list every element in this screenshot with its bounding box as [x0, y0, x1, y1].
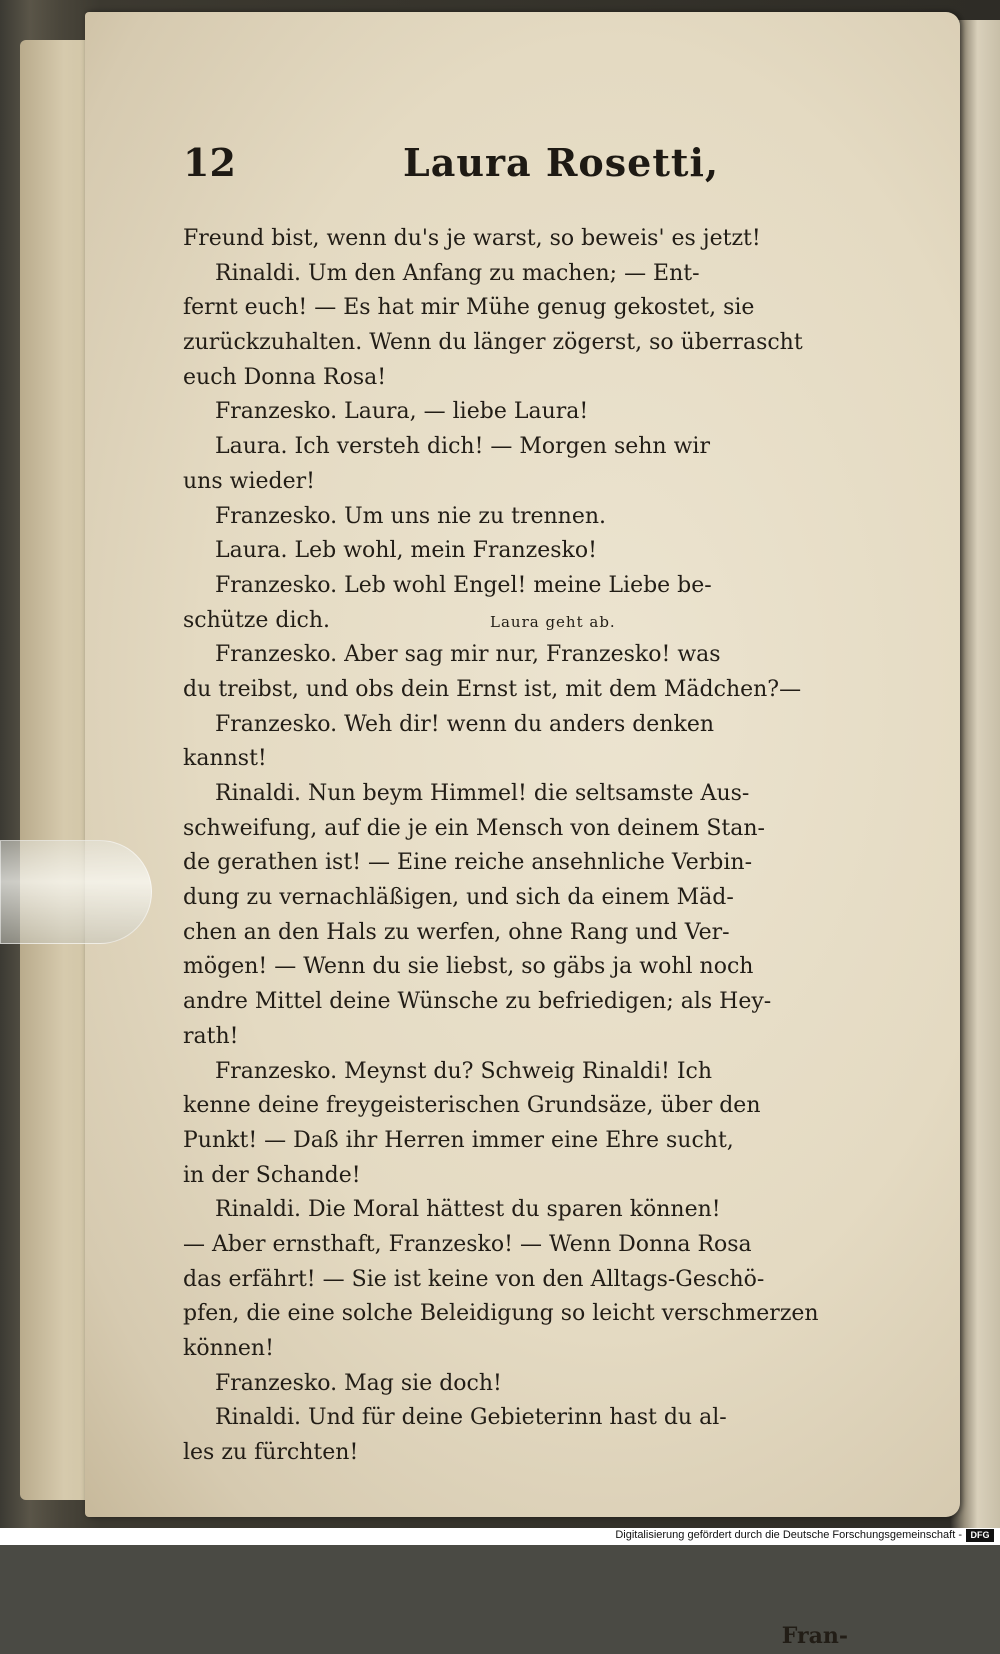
text-line: schweifung, auf die je ein Mensch von deinem Stan- — [183, 815, 765, 841]
text-line: dung zu vernachläßigen, und sich da einem Mäd- — [183, 885, 734, 911]
text-line: fernt euch! — Es hat mir Mühe genug gekostet, sie — [183, 295, 755, 321]
text-line: Franzesko. Laura, — liebe Laura! — [215, 399, 589, 425]
text-line: Rinaldi. Um den Anfang zu machen; — Ent- — [215, 260, 700, 286]
text-line: Rinaldi. Nun beym Himmel! die seltsamste Aus- — [215, 781, 750, 806]
text-line: Punkt! — Daß ihr Herren immer eine Ehre sucht, — [183, 1127, 734, 1153]
page-number: 12 — [183, 140, 236, 185]
text-line: Franzesko. Meynst du? Schweig Rinaldi! Ich — [215, 1058, 713, 1084]
catchword: Fran- — [781, 1623, 848, 1649]
text-line: pfen, die eine solche Beleidigung so leicht verschmerzen — [183, 1301, 819, 1327]
text-line: Franzesko. Um uns nie zu trennen. — [215, 503, 607, 529]
text-line: de gerathen ist! — Eine reiche ansehnliche Verbin- — [183, 850, 753, 876]
text-line: Laura. Leb wohl, mein Franzesko! — [215, 538, 597, 564]
text-line: uns wieder! — [183, 468, 315, 494]
dfg-logo-icon: DFG — [966, 1529, 994, 1542]
page-header — [183, 140, 843, 200]
text-line: rath! — [183, 1023, 239, 1049]
text-line: — Aber ernsthaft, Franzesko! — Wenn Donna Rosa — [183, 1231, 752, 1257]
digitization-credit: Digitalisierung gefördert durch die Deutsche Forschungsgemeinschaft - — [615, 1529, 962, 1541]
running-title: Laura Rosetti, — [403, 140, 720, 185]
text-line: Rinaldi. Und für deine Gebieterinn hast du al- — [215, 1405, 727, 1431]
footer-bar — [0, 1528, 1000, 1545]
text-line: zurückzuhalten. Wenn du länger zögerst, so überrascht — [183, 330, 803, 356]
text-line: euch Donna Rosa! — [183, 364, 387, 390]
text-line: in der Schande! — [183, 1162, 361, 1188]
text-line: les zu fürchten! — [183, 1440, 359, 1466]
text-line: können! — [183, 1336, 274, 1361]
text-line: Rinaldi. Die Moral hättest du sparen können! — [215, 1197, 721, 1223]
text-line: kenne deine freygeisterischen Grundsäze, über den — [183, 1093, 761, 1119]
text-line: mögen! — Wenn du sie liebst, so gäbs ja wohl noch — [183, 954, 754, 980]
text-line: Franzesko. Weh dir! wenn du anders denken — [215, 711, 715, 737]
text-line: das erfährt! — Sie ist keine von den Alltags-Geschö- — [183, 1266, 765, 1292]
text-line: Franzesko. Aber sag mir nur, Franzesko! was — [215, 642, 721, 668]
stage-direction: Laura geht ab. — [490, 612, 616, 631]
text-line: schütze dich. — [183, 607, 330, 633]
page-clip — [0, 840, 152, 944]
text-line: kannst! — [183, 746, 267, 772]
text-line-with-stage-direction — [183, 604, 848, 639]
text-line: andre Mittel deine Wünsche zu befriedigen; als Hey- — [183, 989, 772, 1015]
text-line: chen an den Hals zu werfen, ohne Rang und Ver- — [183, 919, 730, 945]
text-line: Freund bist, wenn du's je warst, so beweis' es jetzt! — [183, 226, 761, 251]
text-line: du treibst, und obs dein Ernst ist, mit dem Mädchen?— — [183, 676, 802, 702]
text-line: Laura. Ich versteh dich! — Morgen sehn wir — [215, 434, 710, 460]
text-line: Franzesko. Mag sie doch! — [215, 1370, 502, 1396]
text-line: Franzesko. Leb wohl Engel! meine Liebe be- — [215, 572, 712, 598]
